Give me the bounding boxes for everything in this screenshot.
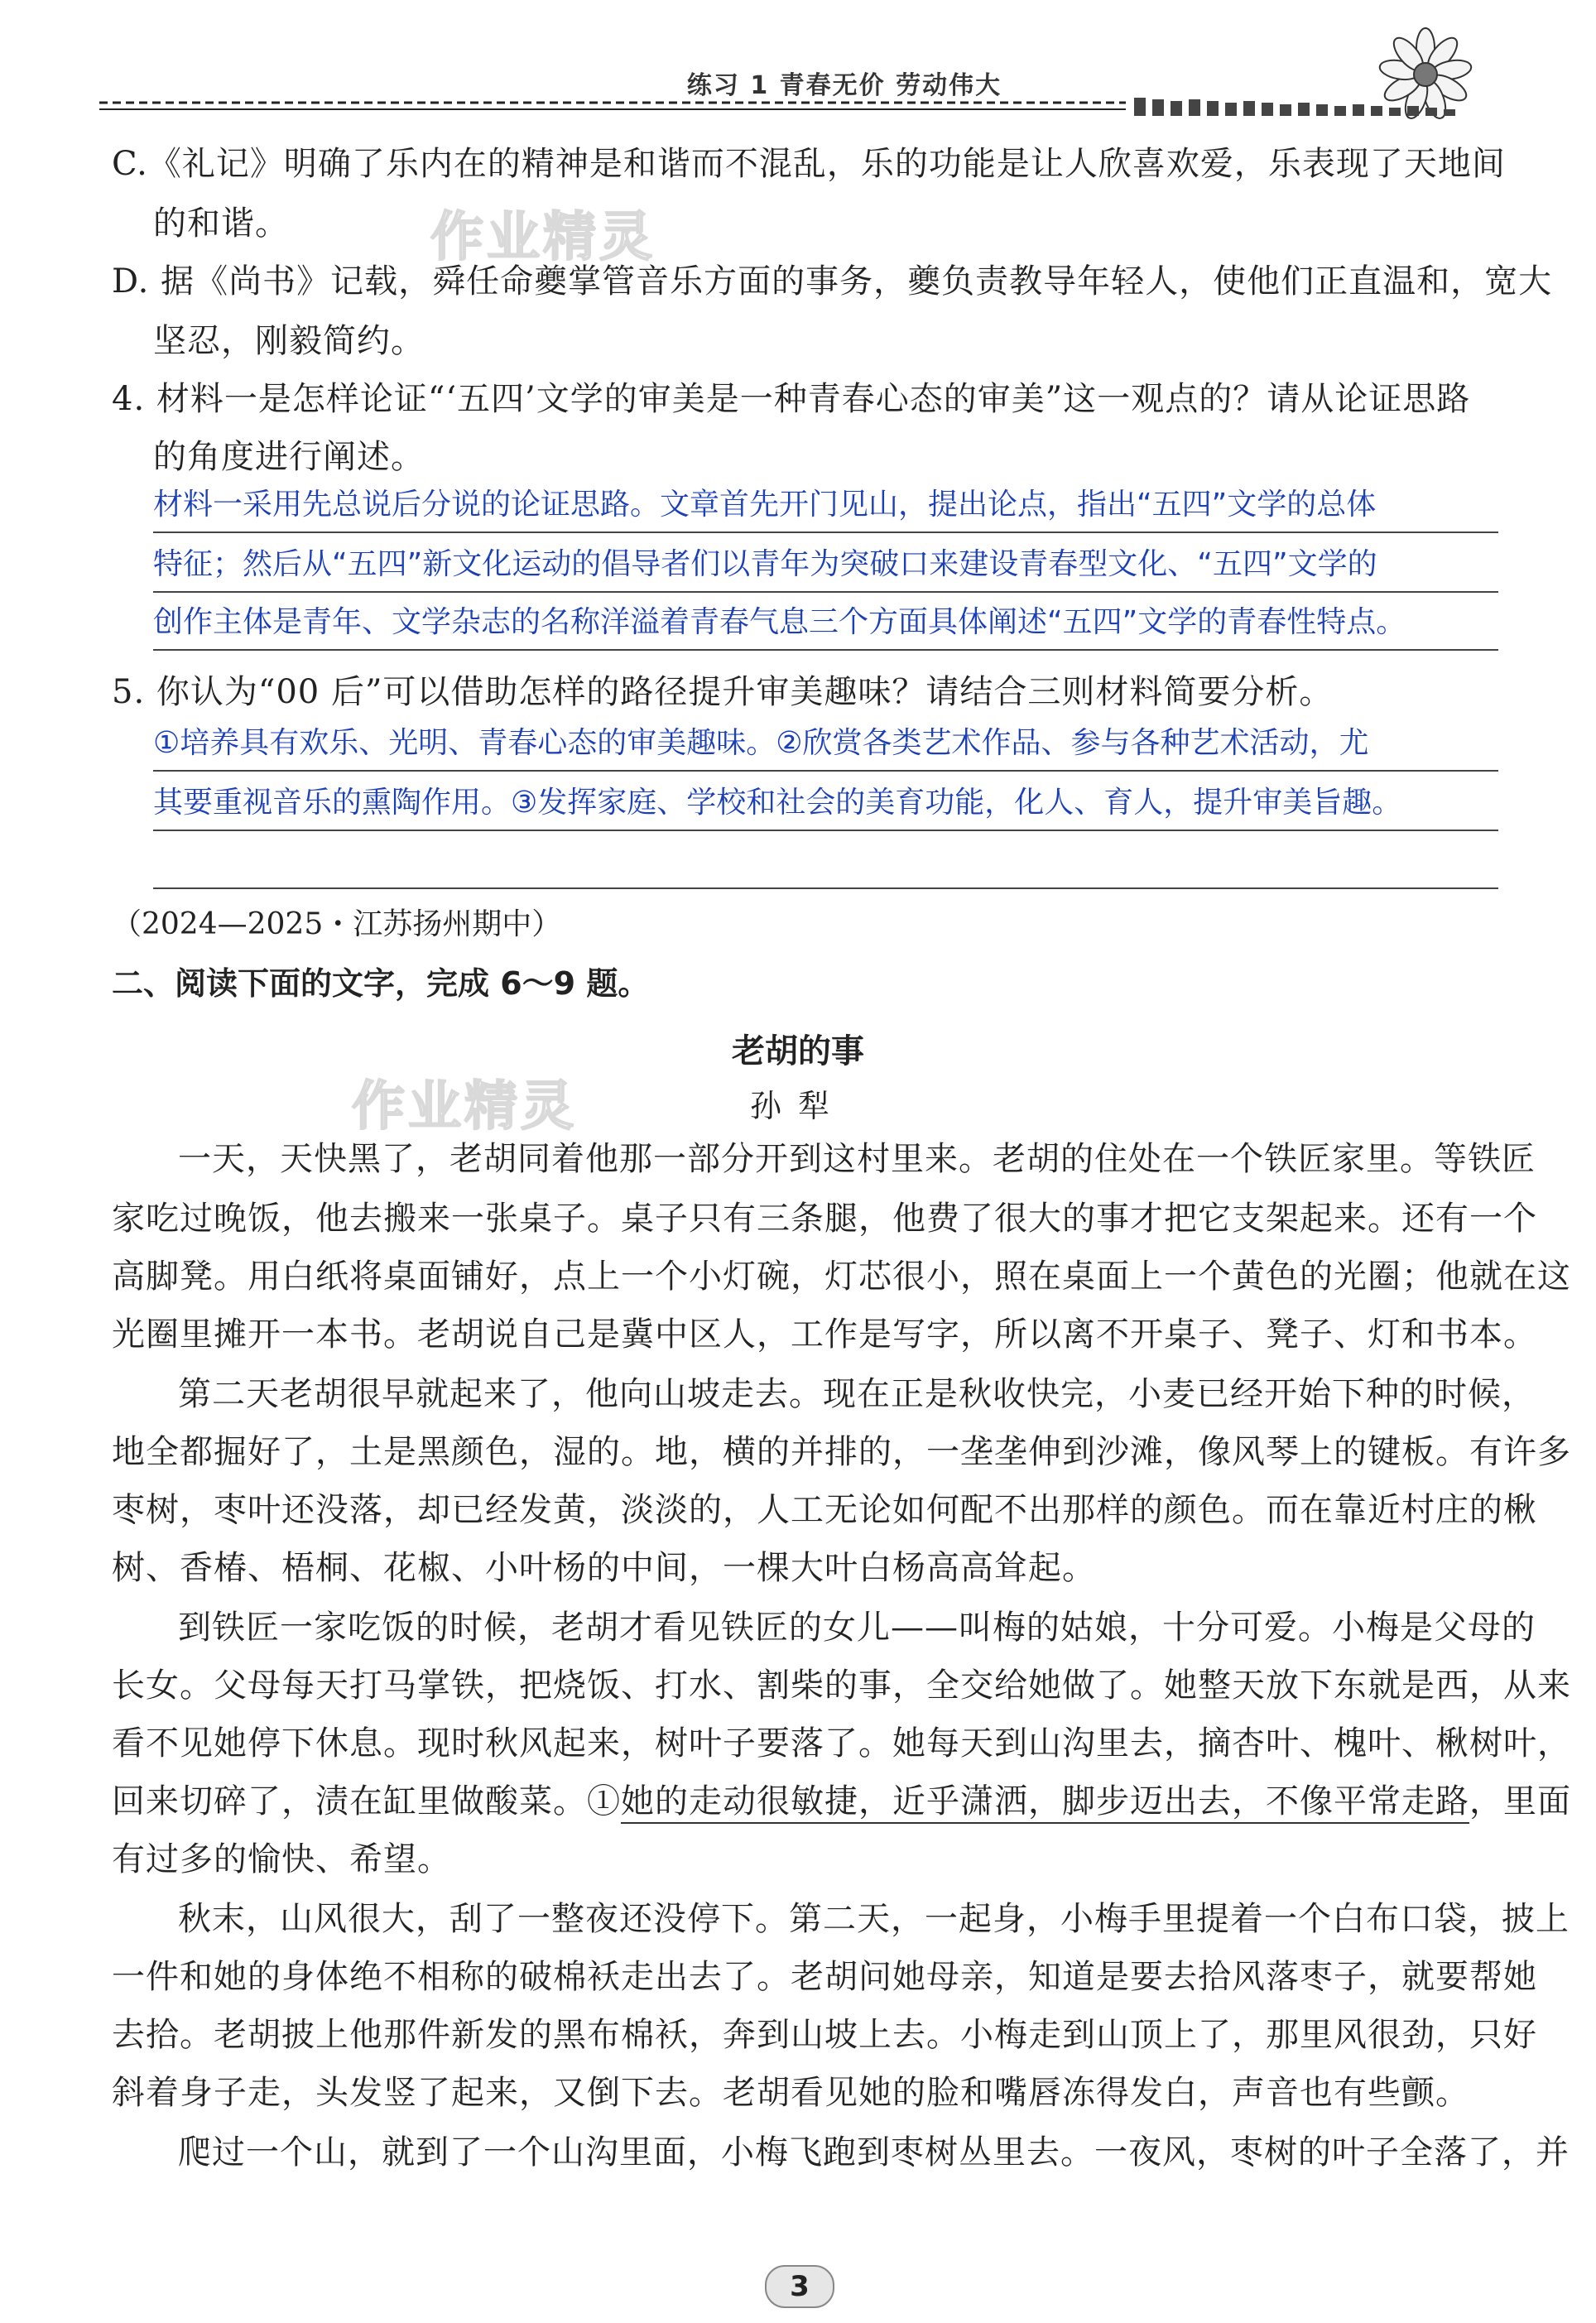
question-5-line1: 5. 你认为“00 后”可以借助怎样的路径提升审美趣味？请结合三则材料简要分析。 <box>112 673 1334 711</box>
article-line: 枣树，枣叶还没落，却已经发黄，淡淡的，人工无论如何配不出那样的颜色。而在靠近村庄的楸 <box>112 1491 1537 1529</box>
article-line-end: ，里面 <box>1469 1782 1571 1820</box>
answer-4-line3: 创作主体是青年、文学杂志的名称洋溢着青春气息三个方面具体阐述“五四”文学的青春性特点。 <box>153 599 1498 651</box>
article-line: 有过多的愉快、希望。 <box>112 1840 451 1878</box>
article-line: 爬过一个山，就到了一个山沟里面，小梅飞跑到枣树丛里去。一夜风，枣树的叶子全落了，并 <box>178 2133 1570 2172</box>
option-c-line2: 的和谐。 <box>153 204 289 243</box>
answer-4-line1: 材料一采用先总说后分说的论证思路。文章首先开门见山，提出论点，指出“五四”文学的总体 <box>153 482 1498 533</box>
article-line: 秋末，山风很大，刮了一整夜还没停下。第二天，一起身，小梅手里提着一个白布口袋，披上 <box>178 1900 1570 1938</box>
option-d-line2: 坚忍，刚毅简约。 <box>153 322 425 360</box>
article-line: 光圈里摊开一本书。老胡说自己是冀中区人，工作是写字，所以离不开桌子、凳子、灯和书本。 <box>112 1315 1537 1354</box>
answer-5-line2: 其要重视音乐的熏陶作用。③发挥家庭、学校和社会的美育功能，化人、育人，提升审美旨趣。 <box>153 780 1498 831</box>
section-heading: 二、阅读下面的文字，完成 6～9 题。 <box>112 965 650 1002</box>
watermark: 作业精灵 <box>352 1076 577 1137</box>
page-number: 3 <box>765 2265 834 2308</box>
watermark: 作业精灵 <box>430 207 656 268</box>
answer-blank-line <box>153 887 1498 889</box>
option-d-line1: D. 据《尚书》记载，舜任命夔掌管音乐方面的事务，夔负责教导年轻人，使他们正直温和，宽大 <box>112 262 1553 301</box>
answer-4-line2: 特征；然后从“五四”新文化运动的倡导者们以青年为突破口来建设青春型文化、“五四”文学的 <box>153 541 1498 593</box>
option-c-line1: C.《礼记》明确了乐内在的精神是和谐而不混乱，乐的功能是让人欣喜欢爱，乐表现了天地间 <box>112 145 1506 183</box>
article-line: 看不见她停下休息。现时秋风起来，树叶子要落了。她每天到山沟里去，摘杏叶、槐叶、楸树叶， <box>112 1724 1571 1763</box>
article-line: 一天，天快黑了，老胡同着他那一部分开到这村里来。老胡的住处在一个铁匠家里。等铁匠 <box>178 1140 1536 1178</box>
question-4-line2: 的角度进行阐述。 <box>153 438 425 476</box>
article-line: 树、香椿、梧桐、花椒、小叶杨的中间，一棵大叶白杨高高耸起。 <box>112 1549 1096 1587</box>
article-line: 高脚凳。用白纸将桌面铺好，点上一个小灯碗，灯芯很小，照在桌面上一个黄色的光圈；他就在这 <box>112 1258 1571 1296</box>
header-decorative-rule <box>99 93 1482 126</box>
article-line: 家吃过晚饭，他去搬来一张桌子。桌子只有三条腿，他费了很大的事才把它支架起来。还有一个 <box>112 1200 1537 1238</box>
article-line: 斜着身子走，头发竖了起来，又倒下去。老胡看见她的脸和嘴唇冻得发白，声音也有些颤。 <box>112 2074 1469 2112</box>
article-line <box>112 1777 1571 1826</box>
article-line: 地全都掘好了，土是黑颜色，湿的。地，横的并排的，一垄垄伸到沙滩，像风琴上的键板。有许多 <box>112 1433 1571 1471</box>
header-title: 练习 1 青春无价 劳动伟大 <box>686 71 1002 100</box>
article-line: 一件和她的身体绝不相称的破棉袄走出去了。老胡问她母亲，知道是要去拾风落枣子，就要帮她 <box>112 1958 1537 1996</box>
source-note: （2024—2025・江苏扬州期中） <box>112 907 562 941</box>
underlined-sentence-1: 她的走动很敏捷，近乎潇洒，脚步迈出去，不像平常走路 <box>621 1782 1469 1824</box>
article-author: 孙犁 <box>749 1088 846 1124</box>
article-line-start: 回来切碎了，渍在缸里做酸菜。① <box>112 1782 621 1820</box>
article-line: 到铁匠一家吃饭的时候，老胡才看见铁匠的女儿——叫梅的姑娘，十分可爱。小梅是父母的 <box>178 1609 1536 1647</box>
article-line: 长女。父母每天打马掌铁，把烧饭、打水、割柴的事，全交给她做了。她整天放下东就是西，从来 <box>112 1666 1571 1705</box>
article-title: 老胡的事 <box>732 1032 864 1070</box>
question-4-line1: 4. 材料一是怎样论证“‘五四’文学的审美是一种青春心态的审美”这一观点的？请从论证思路 <box>112 380 1471 418</box>
article-line: 去拾。老胡披上他那件新发的黑布棉袄，奔到山坡上去。小梅走到山顶上了，那里风很劲，只好 <box>112 2016 1537 2054</box>
article-line: 第二天老胡很早就起来了，他向山坡走去。现在正是秋收快完，小麦已经开始下种的时候， <box>178 1375 1536 1413</box>
answer-5-line1: ①培养具有欢乐、光明、青春心态的审美趣味。②欣赏各类艺术作品、参与各种艺术活动，尤 <box>153 720 1498 772</box>
